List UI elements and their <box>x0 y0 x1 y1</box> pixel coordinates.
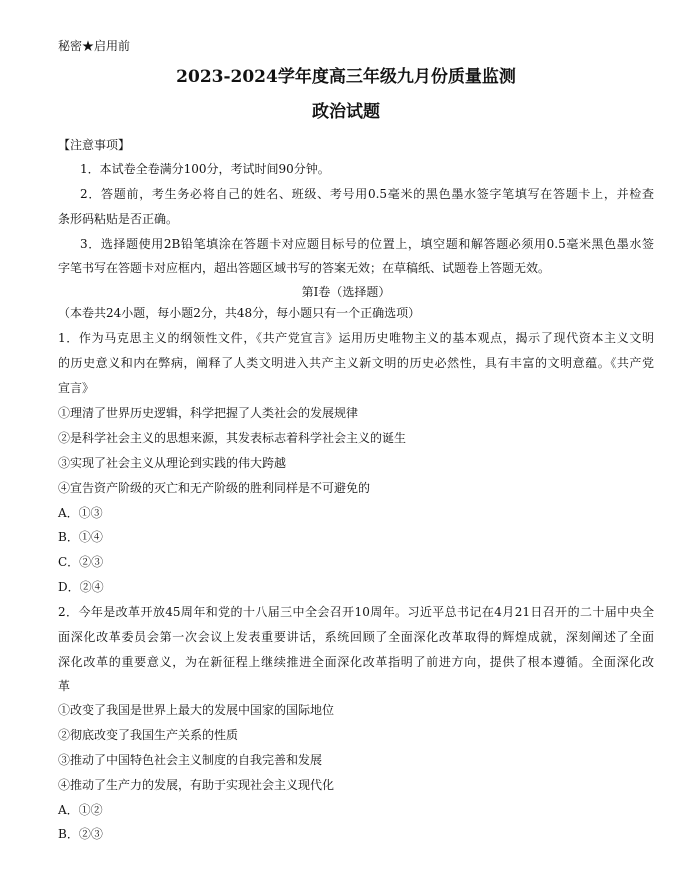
q2-statement-1: ①改变了我国是世界上最大的发展中国家的国际地位 <box>58 703 335 717</box>
notice-item-3-line-1: 3．选择题使用2B铅笔填涂在答题卡对应题目标号的位置上，填空题和解答题必须用0.5毫米黑色墨水签 <box>80 237 654 251</box>
q1-option-d: D．②④ <box>58 580 104 594</box>
subject-title: 政治试题 <box>312 102 380 122</box>
q2-stem-line-3: 深化改革的重要意义，为在新征程上继续推进全面深化改革指明了前进方向，提供了根本遵循。全面深化改 <box>58 655 654 669</box>
exam-title: 2023-2024学年度高三年级九月份质量监测 <box>176 67 516 87</box>
section-description: （本卷共24小题，每小题2分，共48分，每小题只有一个正确选项） <box>58 306 421 320</box>
notice-item-2-line-2: 条形码粘贴是否正确。 <box>58 212 179 226</box>
secret-label: 秘密★启用前 <box>58 39 131 53</box>
q1-statement-3: ③实现了社会主义从理论到实践的伟大跨越 <box>58 456 287 470</box>
q2-statement-4: ④推动了生产力的发展，有助于实现社会主义现代化 <box>58 778 335 792</box>
q1-statement-2: ②是科学社会主义的思想来源，其发表标志着科学社会主义的诞生 <box>58 431 407 445</box>
q1-option-a: A．①③ <box>58 506 103 520</box>
q2-stem-line-1: 2．今年是改革开放45周年和党的十八届三中全会召开10周年。习近平总书记在4月21日召开的二十届中央全 <box>58 605 654 619</box>
section-title: 第Ⅰ卷（选择题） <box>301 285 391 299</box>
q1-option-c: C．②③ <box>58 555 104 569</box>
q1-statement-4: ④宣告资产阶级的灭亡和无产阶级的胜利同样是不可避免的 <box>58 481 371 495</box>
q1-stem-line-3: 宣言》 <box>58 381 95 395</box>
q2-option-a: A．①② <box>58 803 103 817</box>
q2-option-b: B．②③ <box>58 827 103 841</box>
notice-item-3-line-2: 字笔书写在答题卡对应框内，超出答题区域书写的答案无效；在草稿纸、试题卷上答题无效。 <box>58 261 551 275</box>
q1-stem-line-2: 的历史意义和内在弊病，阐释了人类文明进入共产主义新文明的历史必然性，具有丰富的文明意蕴。《共产党 <box>58 356 654 370</box>
q2-statement-3: ③推动了中国特色社会主义制度的自我完善和发展 <box>58 753 323 767</box>
q1-statement-1: ①理清了世界历史逻辑，科学把握了人类社会的发展规律 <box>58 406 359 420</box>
q2-statement-2: ②彻底改变了我国生产关系的性质 <box>58 728 239 742</box>
q1-stem-line-1: 1．作为马克思主义的纲领性文件，《共产党宣言》运用历史唯物主义的基本观点，揭示了现代资本主义文明 <box>58 331 654 345</box>
notice-item-2-line-1: 2．答题前，考生务必将自己的姓名、班级、考号用0.5毫米的黑色墨水签字笔填写在答题卡上，并检查 <box>80 187 654 201</box>
notice-heading: 【注意事项】 <box>58 138 131 152</box>
q2-stem-line-4: 革 <box>58 679 71 693</box>
q2-stem-line-2: 面深化改革委员会第一次会议上发表重要讲话，系统回顾了全面深化改革取得的辉煌成就，深刻阐述了全面 <box>58 630 654 644</box>
q1-option-b: B．①④ <box>58 530 103 544</box>
notice-item-1: 1．本试卷全卷满分100分，考试时间90分钟。 <box>80 162 330 176</box>
